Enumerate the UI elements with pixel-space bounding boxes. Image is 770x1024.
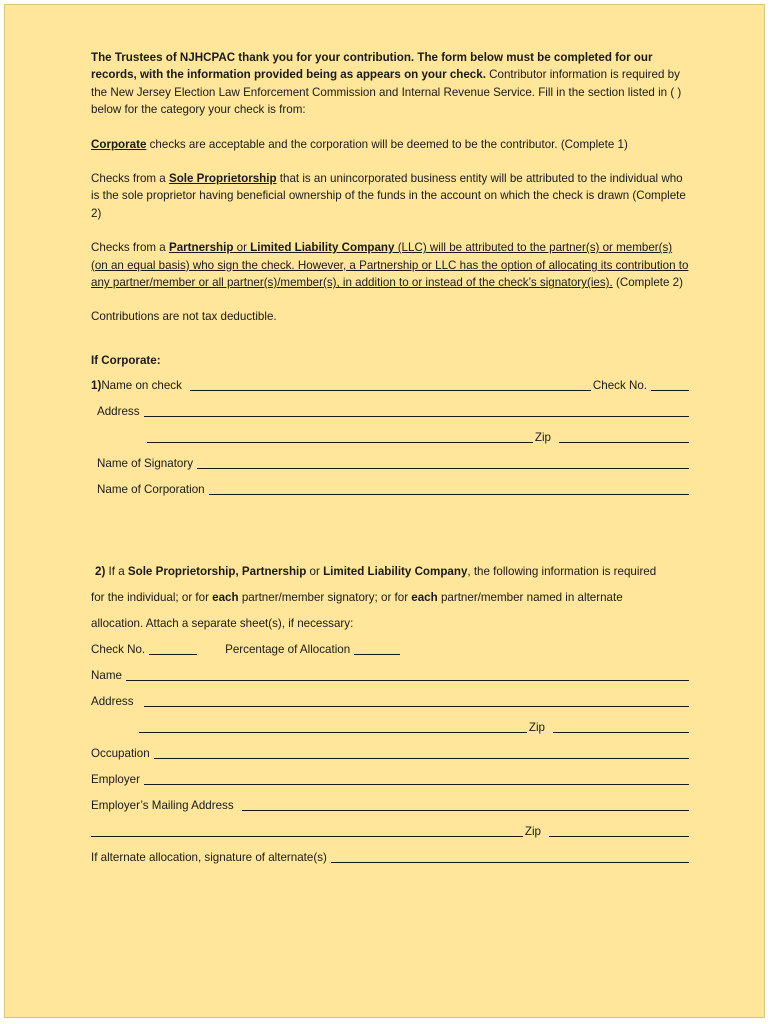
corporation-label: Name of Corporation — [97, 482, 205, 496]
section2-l2d: each — [411, 591, 438, 605]
s2-address-label: Address — [91, 694, 134, 708]
zip-label: Zip — [534, 430, 551, 444]
address-row — [91, 403, 691, 420]
employer-address-row — [91, 797, 691, 814]
intro-paragraph — [91, 49, 691, 119]
corporate-text: checks are acceptable and the corporation will be deemed to be the contributor. (Complete 1) — [146, 137, 628, 151]
address-label: Address — [97, 404, 140, 418]
s2-name-label: Name — [91, 668, 122, 682]
alternate-signature-field[interactable] — [331, 861, 689, 863]
alternate-signature-row — [91, 849, 691, 866]
intro-bold: The Trustees of NJHCPAC thank you for your contribution. The form below must be completed for our records, with the information provided being as appears on your check. — [91, 51, 653, 82]
name-on-check-row — [91, 377, 691, 394]
name-on-check-field[interactable] — [190, 389, 591, 391]
sole-proprietorship-paragraph — [91, 170, 691, 222]
s2-address-line2-field[interactable] — [139, 731, 527, 733]
occupation-row — [91, 745, 691, 762]
sole-pre: Checks from a — [91, 172, 169, 186]
section2-l2a: for the individual; or for — [91, 591, 213, 605]
partnership-paragraph — [91, 239, 691, 291]
s2-check-no-field[interactable] — [149, 653, 197, 655]
percentage-label: Percentage of Allocation — [225, 642, 351, 656]
section1-heading: If Corporate: — [91, 353, 161, 367]
form-content — [91, 49, 691, 866]
employer-address-label: Employer’s Mailing Address — [91, 798, 234, 812]
section2-l2e: partner/member named in alternate — [437, 591, 623, 605]
partnership-underlined: (LLC) will be attributed to the partner(s) or member(s) (on an equal basis) who sign the check. However, a Partnership or LLC has the option of allocating its contribution to any partner/member or all partner(s)/member(s), in addition to or instead of the check’s signatory(ies). — [91, 241, 689, 290]
s2-zip-label: Zip — [528, 720, 545, 734]
intro-rest: Contributor information is required by the New Jersey Election Law Enforcement Commission and Internal Revenue Service. Fill in the section listed in ( ) below for the category your check is from: — [91, 68, 682, 117]
percentage-field[interactable] — [354, 653, 400, 655]
employer-address-line2-field[interactable] — [91, 835, 523, 837]
employer-field[interactable] — [144, 783, 689, 785]
check-allocation-row — [91, 641, 691, 658]
section2-l1e: , the following information is required — [467, 565, 657, 579]
s2-address-line2-row — [91, 719, 691, 736]
check-no-field[interactable] — [651, 389, 689, 391]
section2-l1d: Limited Liability Company — [323, 565, 468, 579]
s2-zip-field[interactable] — [553, 731, 689, 733]
section2-line1 — [91, 559, 691, 585]
section2-l2b: each — [212, 591, 239, 605]
s2-check-no-label: Check No. — [91, 642, 146, 656]
name-on-check-label: Name on check — [101, 378, 182, 392]
section2-l1b: Sole Proprietorship, Partnership — [127, 565, 307, 579]
section1-number: 1) — [91, 378, 102, 392]
s2-name-field[interactable] — [126, 679, 689, 681]
zip-field[interactable] — [559, 441, 689, 443]
signatory-field[interactable] — [197, 467, 689, 469]
partnership-mid: or — [233, 241, 251, 255]
sole-keyword: Sole Proprietorship — [168, 172, 277, 186]
s2-zip2-field[interactable] — [549, 835, 689, 837]
employer-address-line2-row — [91, 823, 691, 840]
corporate-keyword: Corporate — [91, 137, 147, 151]
address-line2-row — [91, 429, 691, 446]
alternate-label: If alternate allocation, signature of alternate(s) — [91, 850, 327, 864]
llc-keyword: Limited Liability Company — [250, 241, 395, 255]
occupation-field[interactable] — [154, 757, 689, 759]
section2-intro — [91, 559, 691, 637]
s2-address-row — [91, 693, 691, 710]
s2-name-row — [91, 667, 691, 684]
form-page — [4, 4, 765, 1018]
s2-address-field[interactable] — [144, 705, 689, 707]
partnership-keyword: Partnership — [168, 241, 234, 255]
corporation-row — [91, 481, 691, 498]
signatory-label: Name of Signatory — [97, 456, 194, 470]
occupation-label: Occupation — [91, 746, 150, 760]
corporation-field[interactable] — [209, 493, 689, 495]
section2-line2 — [91, 585, 691, 611]
address-field[interactable] — [144, 415, 689, 417]
s2-zip2-label: Zip — [524, 824, 541, 838]
employer-row — [91, 771, 691, 788]
check-no-label: Check No. — [592, 378, 647, 392]
corporate-paragraph — [91, 136, 691, 153]
employer-label: Employer — [91, 772, 140, 786]
partnership-tail: (Complete 2) — [612, 276, 683, 290]
section2-l1a: If a — [105, 565, 128, 579]
section2-line3: allocation. Attach a separate sheet(s), if necessary: — [91, 617, 354, 631]
section2-l2c: partner/member signatory; or for — [238, 591, 412, 605]
signatory-row — [91, 455, 691, 472]
section2-l1c: or — [306, 565, 324, 579]
address-line2-field[interactable] — [147, 441, 533, 443]
partnership-pre: Checks from a — [91, 241, 169, 255]
tax-note: Contributions are not tax deductible. — [91, 310, 277, 324]
sole-text: that is an unincorporated business entity will be attributed to the individual who is the sole proprietor having beneficial ownership of the funds in the account on which the check is drawn (Complete 2) — [91, 172, 686, 220]
employer-address-field[interactable] — [242, 809, 689, 811]
section2-number: 2) — [95, 565, 106, 579]
